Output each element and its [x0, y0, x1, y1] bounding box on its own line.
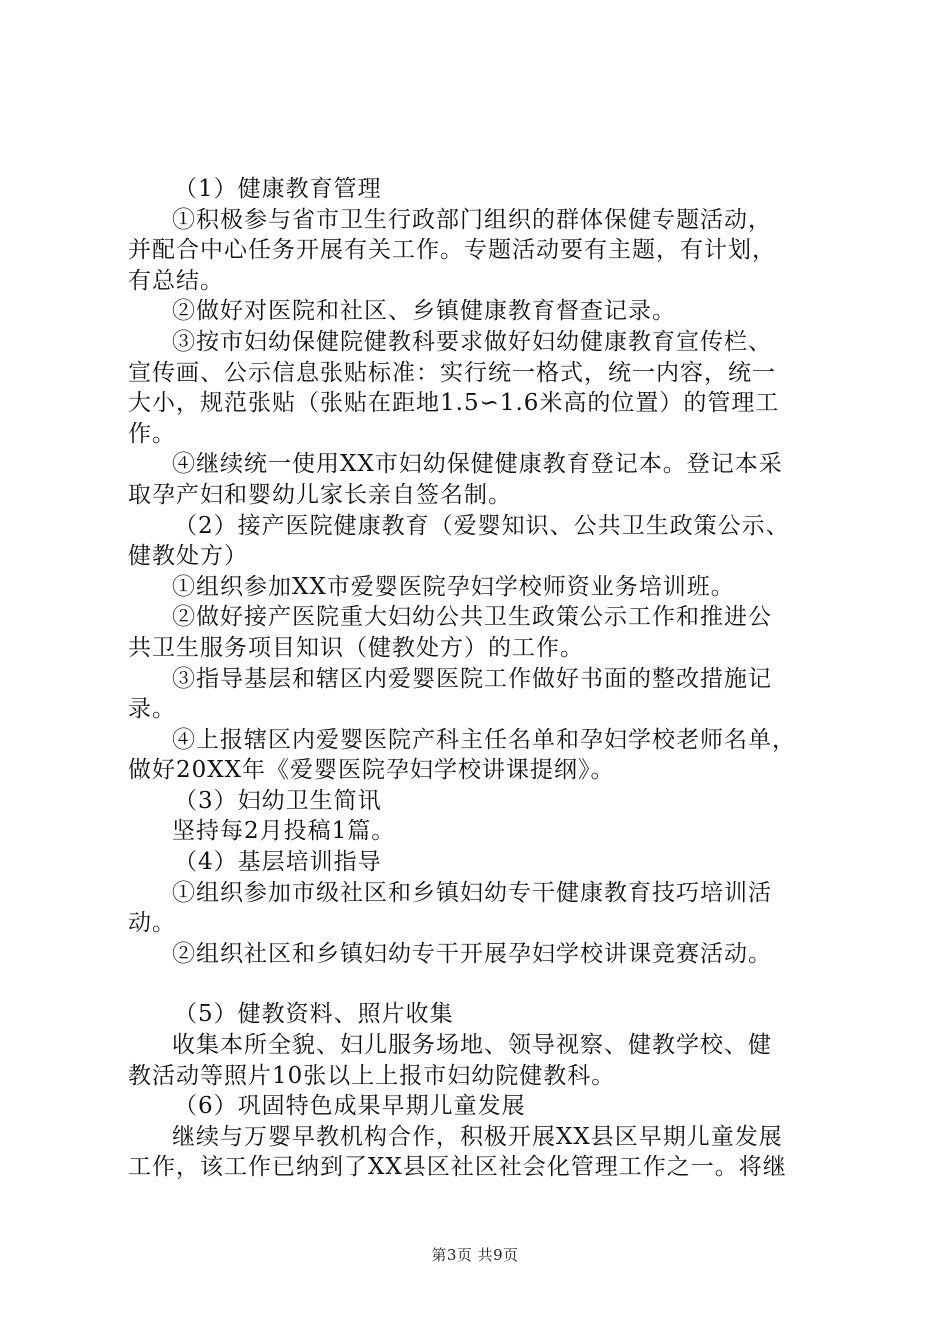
- section-heading: （6）巩固特色成果早期儿童发展: [174, 1093, 526, 1120]
- document-body: [128, 174, 836, 1183]
- section-heading: （5）健教资料、照片收集: [174, 1001, 454, 1028]
- paragraph-line: ①组织参加XX市爱婴医院孕妇学校师资业务培训班。: [172, 573, 735, 600]
- section-heading: （3）妇幼卫生简讯: [174, 787, 382, 814]
- paragraph-line: 继续与万婴早教机构合作，积极开展XX县区早期儿童发展: [172, 1123, 783, 1150]
- paragraph-line: ②组织社区和乡镇妇幼专干开展孕妇学校讲课竞赛活动。: [172, 940, 772, 967]
- paragraph-line: 坚持每2月投稿1篇。: [172, 818, 396, 845]
- paragraph-line: 动。: [128, 910, 176, 937]
- paragraph-line: 作。: [128, 420, 176, 447]
- paragraph-line: 取孕产妇和婴幼儿家长亲自签名制。: [128, 481, 512, 508]
- paragraph-line: ②做好接产医院重大妇幼公共卫生政策公示工作和推进公: [172, 604, 772, 631]
- paragraph-line: 教活动等照片10张以上上报市妇幼院健教科。: [128, 1062, 616, 1089]
- paragraph-line: ①积极参与省市卫生行政部门组织的群体保健专题活动，: [172, 206, 772, 233]
- paragraph-line: ④继续统一使用XX市妇幼保健健康教育登记本。登记本采: [172, 451, 783, 478]
- section-heading: （2）接产医院健康教育（爱婴知识、公共卫生政策公示、: [174, 512, 790, 539]
- paragraph-line: ②做好对医院和社区、乡镇健康教育督查记录。: [172, 298, 676, 325]
- paragraph-line: 收集本所全貌、妇儿服务场地、领导视察、健教学校、健: [172, 1032, 772, 1059]
- paragraph-line: 录。: [128, 696, 176, 723]
- paragraph-line: 工作，该工作已纳到了XX县区社区社会化管理工作之一。将继: [128, 1154, 787, 1181]
- paragraph-line: ③按市妇幼保健院健教科要求做好妇幼健康教育宣传栏、: [172, 328, 772, 355]
- paragraph-line: 做好20XX年《爱婴医院孕妇学校讲课提纲》。: [128, 757, 615, 784]
- paragraph-line: 共卫生服务项目知识（健教处方）的工作。: [128, 634, 584, 661]
- paragraph-gap: [128, 969, 836, 999]
- paragraph-line: ④上报辖区内爱婴医院产科主任名单和孕妇学校老师名单，: [172, 726, 796, 753]
- paragraph-line: ①组织参加市级社区和乡镇妇幼专干健康教育技巧培训活: [172, 879, 772, 906]
- paragraph-line: 大小，规范张贴（张贴在距地1.5∽1.6米高的位置）的管理工: [128, 390, 780, 417]
- section-heading: （4）基层培训指导: [174, 849, 382, 876]
- paragraph-line: 有总结。: [128, 267, 224, 294]
- paragraph-line: 宣传画、公示信息张贴标准：实行统一格式，统一内容，统一: [128, 359, 776, 386]
- paragraph-line: ③指导基层和辖区内爱婴医院工作做好书面的整改措施记: [172, 665, 772, 692]
- section-heading: （1）健康教育管理: [174, 176, 382, 202]
- page-footer: 第3页 共9页: [431, 1246, 519, 1264]
- paragraph-line: 健教处方）: [128, 543, 248, 570]
- paragraph-line: 并配合中心任务开展有关工作。专题活动要有主题，有计划，: [128, 237, 776, 264]
